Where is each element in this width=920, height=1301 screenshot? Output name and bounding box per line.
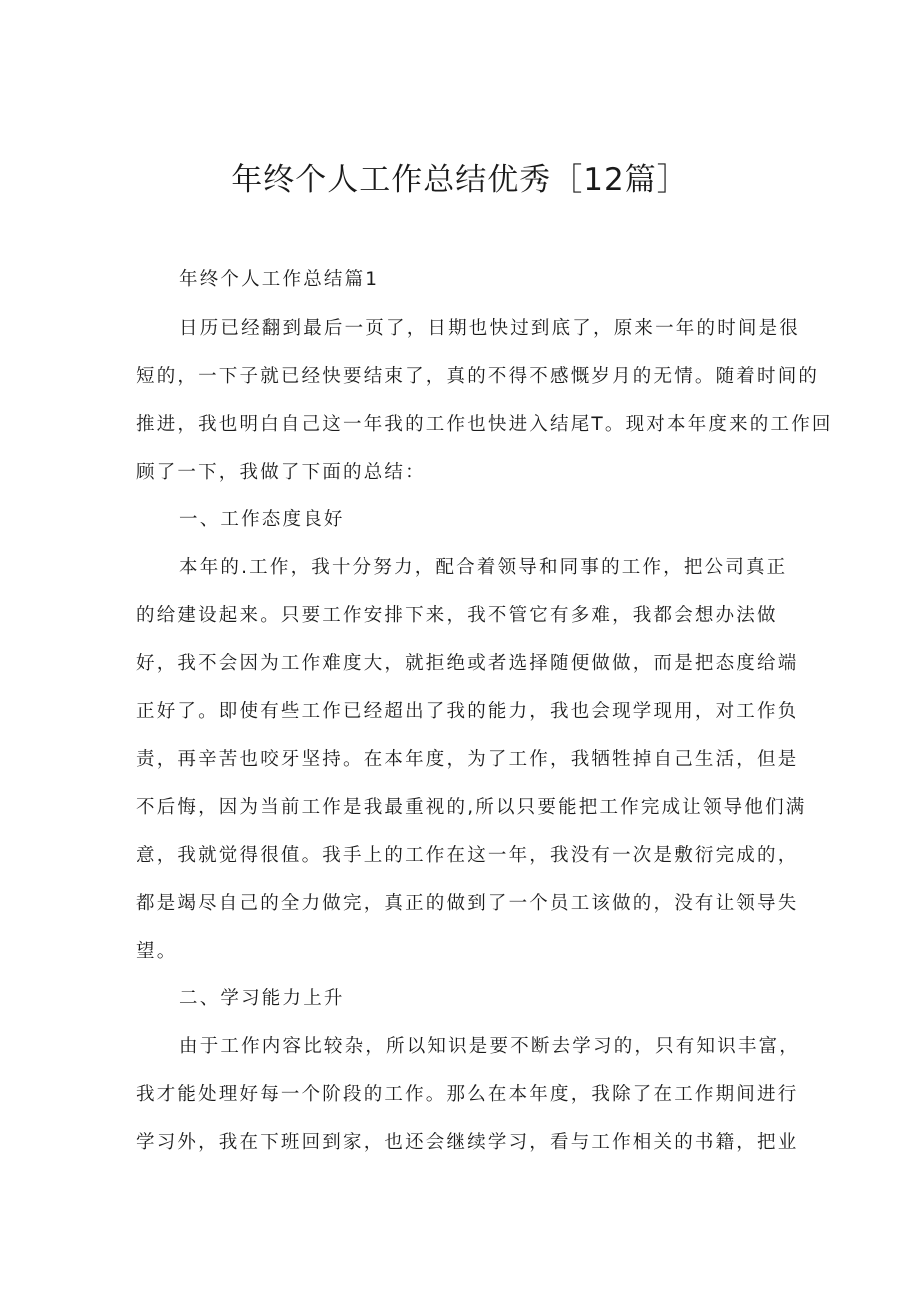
- paragraph-line: 都是竭尽自己的全力做完，真正的做到了一个员工该做的，没有让领导失: [136, 893, 799, 914]
- paragraph-line: 学习外，我在下班回到家，也还会继续学习，看与工作相关的书籍，把业: [136, 1132, 799, 1153]
- paragraph-line: 意，我就觉得很值。我手上的工作在这一年，我没有一次是敷衍完成的，: [136, 845, 799, 866]
- paragraph-line: 的给建设起来。只要工作安排下来，我不管它有多难，我都会想办法做: [136, 605, 778, 626]
- paragraph-line: 望。: [136, 941, 178, 962]
- learning-ability-paragraph: [136, 1023, 801, 1167]
- paragraph-line: 好，我不会因为工作难度大，就拒绝或者选择随便做做，而是把态度给端: [136, 653, 799, 674]
- heading-work-attitude: 一、工作态度良好: [179, 509, 345, 530]
- paragraph-line: 责，再辛苦也咬牙坚持。在本年度，为了工作，我牺牲掉自己生活，但是: [136, 749, 799, 770]
- heading-learning-ability: 二、学习能力上升: [179, 988, 345, 1009]
- paragraph-line: 本年的.工作，我十分努力，配合着领导和同事的工作，把公司真正: [179, 557, 788, 578]
- paragraph-line: 短的，一下子就已经快要结束了，真的不得不感慨岁月的无情。随着时间的: [136, 366, 820, 387]
- paragraph-line: 我才能处理好每一个阶段的工作。那么在本年度，我除了在工作期间进行: [136, 1084, 799, 1105]
- paragraph-line: 顾了一下，我做了下面的总结：: [136, 462, 426, 483]
- intro-paragraph: [136, 305, 833, 497]
- paragraph-line: 正好了。即使有些工作已经超出了我的能力，我也会现学现用，对工作负: [136, 701, 799, 722]
- work-attitude-paragraph: [136, 544, 807, 976]
- paragraph-line: 日历已经翻到最后一页了，日期也快过到底了，原来一年的时间是很: [179, 318, 801, 339]
- paragraph-line: 推进，我也明白自己这一年我的工作也快进入结尾T。现对本年度来的工作回: [136, 414, 833, 435]
- document-title: 年终个人工作总结优秀［12篇］: [231, 162, 689, 198]
- paragraph-line: 不后悔，因为当前工作是我最重视的,所以只要能把工作完成让领导他们满: [136, 797, 807, 818]
- paragraph-line: 由于工作内容比较杂，所以知识是要不断去学习的，只有知识丰富，: [179, 1036, 801, 1057]
- section-title: 年终个人工作总结篇1: [179, 269, 380, 290]
